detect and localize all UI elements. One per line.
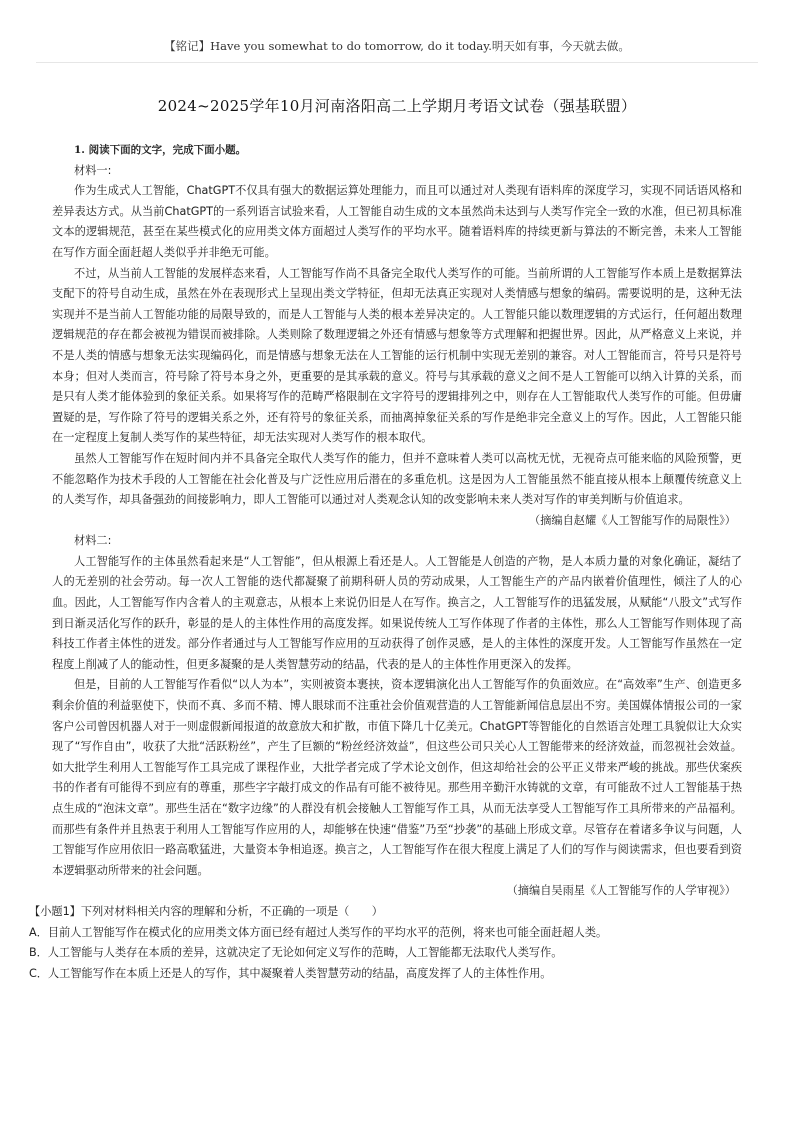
material-1-source: （摘编自赵耀《人工智能写作的局限性》） <box>529 513 736 527</box>
material-1-paragraph: 作为生成式人工智能，ChatGPT不仅具有强大的数据运算处理能力，而且可以通过对人类现有语料库的深度学习，实现不同话语风格和差异表达方式。从当前ChatGPT的一系列语言试验来看，人工智能自动生成的文本虽然尚未达到与人类写作完全一致的水准，但已初具标准文本的逻辑规范，甚至在某些模式化的应用类文体方面超过人类写作的平均水平。随着语料库的持续更新与算法的不断完善，未来人工智能在写作方面全面赶超人类似乎并非绝无可能。 <box>52 184 742 259</box>
subquestion-stem: 【小题1】下列对材料相关内容的理解和分析，不正确的一项是（ ） <box>29 904 383 918</box>
page-title: 2024~2025学年10月河南洛阳高二上学期月考语文试卷（强基联盟） <box>157 97 637 115</box>
option-a: A．目前人工智能写作在模式化的应用类文体方面已经有超过人类写作的平均水平的范例，将来也可能全面赶超人类。 <box>29 925 608 939</box>
option-b: B．人工智能与人类存在本质的差异，这就决定了无论如何定义写作的范畴，人工智能都无法取代人类写作。 <box>29 946 563 960</box>
header-divider <box>36 62 758 63</box>
material-1-label: 材料一: <box>74 163 112 177</box>
material-2-paragraph: 但是，目前的人工智能写作看似“以人为本”，实则被资本裹挟，资本逻辑演化出人工智能写作的负面效应。在“高效率”生产、创造更多剩余价值的利益驱使下，快而不真、多而不精、博人眼球而不注重社会价值观营造的人工智能新闻信息层出不穷。美国媒体情报公司的一家客户公司曾因机器人对于一则虚假新闻报道的故意放大和扩散，市值下降几十亿美元。ChatGPT等智能化的自然语言处理工具貌似让大众实现了“写作自由”，收获了大批“活跃粉丝”，产生了巨额的“粉丝经济效益”，但这些公司只关心人工智能带来的经济效益，而忽视社会效益。如大批学生利用人工智能写作工具完成了课程作业，大批学者完成了学术论文创作，但这却给社会的公平正义带来严峻的挑战。那些伏案疾书的作者有可能得不到应有的尊重，那些字字敲打成文的作品有可能不被待见。那些用辛勤汗水铸就的文章，有可能敌不过人工智能基于热点生成的“泡沫文章”。那些生活在“数字边缘”的人群没有机会接触人工智能写作工具，从而无法享受人工智能写作工具所带来的产品福利。而那些有条件并且热衷于利用人工智能写作应用的人，却能够在快速“借鉴”乃至“抄袭”的基础上形成文章。尽管存在着诸多争议与问题，人工智能写作应用依旧一路高歌猛进，大量资本争相追逐。换言之，人工智能写作在很大程度上满足了人们的写作与阅读需求，但也要看到资本逻辑驱动所带来的社会问题。 <box>52 678 742 877</box>
question-heading: 1. 阅读下面的文字，完成下面小题。 <box>74 144 247 156</box>
document-body <box>29 140 742 984</box>
option-c: C．人工智能写作在本质上还是人的写作，其中凝聚着人类智慧劳动的结晶，高度发挥了人的主体性作用。 <box>29 966 552 980</box>
material-1-paragraph: 虽然人工智能写作在短时间内并不具备完全取代人类写作的能力，但并不意味着人类可以高枕无忧，无视奇点可能来临的风险预警，更不能忽略作为技术手段的人工智能在社会化普及与广泛性应用后潜在的多重危机。这是因为人工智能虽然不能直接从根本上颠覆传统意义上的人类写作，却具备强劲的间接影响力，即人工智能可以通过对人类观念认知的改变影响未来人类对写作的审美判断与价值追求。 <box>52 451 742 507</box>
header-motto: 【铭记】Have you somewhat to do tomorrow, do it today.明天如有事，今天就去做。 <box>164 39 630 53</box>
material-1-paragraph: 不过，从当前人工智能的发展样态来看，人工智能写作尚不具备完全取代人类写作的可能。当前所谓的人工智能写作本质上是数据算法支配下的符号自动生成，虽然在外在表现形式上呈现出类文学特征，但却无法真正实现对人类情感与想象的编码。需要说明的是，这种无法实现并不是当前人工智能功能的局限导致的，而是人工智能与人类的根本差异决定的。人工智能只能以数理逻辑的方式运行，任何超出数理逻辑规范的存在都会被视为错误而被排除。人类则除了数理逻辑之外还有情感与想象等方式理解和把握世界。因此，从严格意义上来说，并不是人类的情感与想象无法实现编码化，而是情感与想象无法在人工智能的运行机制中实现无差别的兼容。对人工智能而言，符号只是符号本身；但对人类而言，符号除了符号本身之外，更重要的是其承载的意义。符号与其承载的意义之间不是人工智能可以纳入计算的关系，而是只有人类才能体验到的象征关系。如果将写作的范畴严格限制在文字符号的逻辑排列之中，则存在人工智能取代人类写作的可能。但毋庸置疑的是，写作除了符号的逻辑关系之外，还有符号的象征关系，而抽离掉象征关系的写作是绝非完全意义上的写作。因此，人工智能只能在一定程度上复制人类写作的某些特征，却无法实现对人类写作的根本取代。 <box>52 266 742 445</box>
material-2-paragraph: 人工智能写作的主体虽然看起来是“人工智能”，但从根源上看还是人。人工智能是人创造的产物，是人本质力量的对象化确证，凝结了人的无差别的社会劳动。每一次人工智能的迭代都凝聚了前期科研人员的劳动成果，人工智能生产的产品内嵌着价值理性，倾注了人的心血。因此，人工智能写作内含着人的主观意志，从根本上来说仍旧是人在写作。换言之，人工智能写作的迅猛发展，从赋能“八股文”式写作到日渐灵活化写作的跃升，彰显的是人的主体性作用的高度发挥。如果说传统人工写作体现了作者的主体性，那么人工智能写作则体现了高科技工作者主体性的迸发。部分作者通过与人工智能写作应用的互动获得了创作灵感，是人的主体性的深度开发。人工智能写作虽然在一定程度上削减了人的能动性，但更多凝聚的是人类智慧劳动的结晶，代表的是人的主体性作用更深入的发挥。 <box>52 554 742 671</box>
material-2-source: （摘编自吴雨星《人工智能写作的人学审视》） <box>506 884 736 898</box>
material-2-label: 材料二: <box>74 534 112 548</box>
